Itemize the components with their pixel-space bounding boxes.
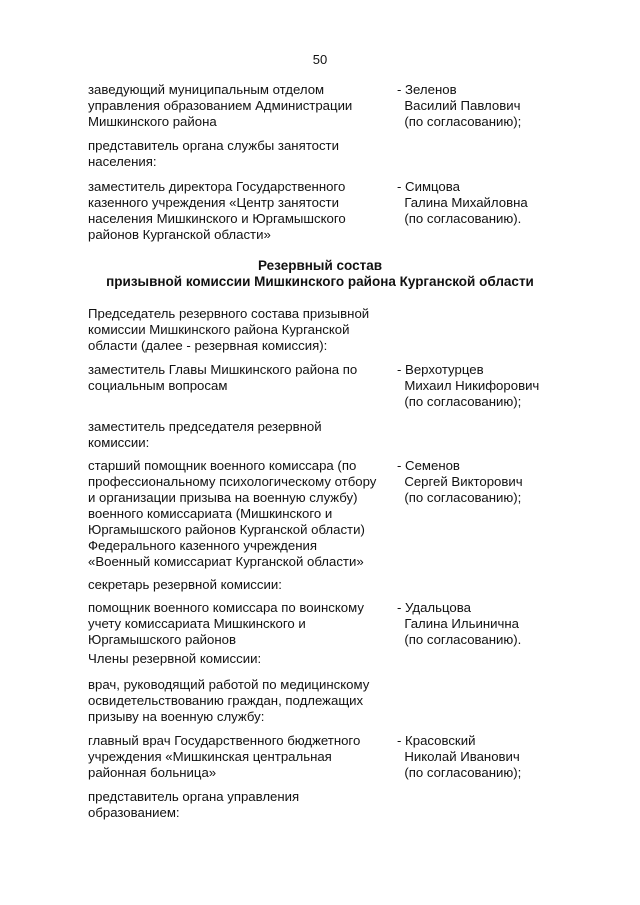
member-name-line: Галина Ильинична [397,616,519,631]
position-line: социальным вопросам [88,378,228,393]
position-description [88,306,388,354]
position-line: заместитель директора Государственного [88,179,346,194]
position-line: учету комиссариата Мишкинского и [88,616,306,631]
member-name-line: - Симцова [397,179,460,194]
member-name-line: Николай Иванович [397,749,520,764]
position-line: призыву на военную службу: [88,709,265,724]
member-name-line: Василий Павлович [397,98,521,113]
position-line: заместитель Главы Мишкинского района по [88,362,358,377]
position-description [88,789,388,821]
position-description [88,458,388,570]
position-line: районов Курганской области» [88,227,271,242]
position-description [88,651,388,667]
position-line: главный врач Государственного бюджетного [88,733,361,748]
member-name-line: (по согласованию); [397,490,522,505]
member-name [397,179,597,227]
member-name-line: Михаил Никифорович [397,378,540,393]
page-number: 50 [312,52,328,67]
member-name-line: (по согласованию). [397,632,522,647]
member-name-line: (по согласованию); [397,765,522,780]
position-line: комиссии: [88,435,150,450]
position-description [88,82,388,130]
position-line: населения Мишкинского и Юргамышского [88,211,346,226]
position-line: Юргамышского районов Курганской области) [88,522,365,537]
position-line: освидетельствованию граждан, подлежащих [88,693,364,708]
position-description [88,419,388,451]
position-line: заместитель председателя резервной [88,419,322,434]
position-line: комиссии Мишкинского района Курганской [88,322,350,337]
member-name-line: - Красовский [397,733,476,748]
position-line: помощник военного комиссара по воинскому [88,600,364,615]
position-line: старший помощник военного комиссара (по [88,458,357,473]
member-name [397,600,597,648]
position-line: Федерального казенного учреждения [88,538,317,553]
position-description [88,733,388,781]
position-line: заведующий муниципальным отделом [88,82,325,97]
position-line: области (далее - резервная комиссия): [88,338,328,353]
member-name-line: - Верхотурцев [397,362,484,377]
position-line: населения: [88,154,157,169]
member-name-line: Сергей Викторович [397,474,523,489]
member-name [397,82,597,130]
position-line: «Военный комиссариат Курганской области» [88,554,364,569]
position-line: Юргамышского районов [88,632,236,647]
position-line: и организации призыва на военную службу) [88,490,358,505]
member-name-line: (по согласованию); [397,114,522,129]
position-description [88,138,388,170]
section-title-line-2: призывной комиссии Мишкинского района Курганской области [106,274,534,289]
position-line: профессиональному психологическому отбору [88,474,377,489]
position-description [88,362,388,394]
member-name-line: (по согласованию). [397,211,522,226]
member-name [397,733,597,781]
position-line: представитель органа службы занятости [88,138,339,153]
member-name-line: - Семенов [397,458,460,473]
position-line: учреждения «Мишкинская центральная [88,749,332,764]
member-name [397,362,597,410]
member-name-line: - Зеленов [397,82,457,97]
section-title-line-1: Резервный состав [258,258,382,273]
position-line: районная больница» [88,765,217,780]
member-name-line: (по согласованию); [397,394,522,409]
position-description [88,600,388,648]
position-description [88,677,388,725]
position-line: казенного учреждения «Центр занятости [88,195,339,210]
position-line: образованием: [88,805,180,820]
position-line: управления образованием Администрации [88,98,353,113]
member-name [397,458,597,506]
position-line: представитель органа управления [88,789,300,804]
member-name-line: - Удальцова [397,600,471,615]
member-name-line: Галина Михайловна [397,195,528,210]
position-line: Члены резервной комиссии: [88,651,262,666]
position-line: военного комиссариата (Мишкинского и [88,506,333,521]
position-line: врач, руководящий работой по медицинскому [88,677,370,692]
position-line: секретарь резервной комиссии: [88,577,282,592]
position-description [88,577,388,593]
position-line: Мишкинского района [88,114,217,129]
position-description [88,179,388,243]
position-line: Председатель резервного состава призывной [88,306,370,321]
